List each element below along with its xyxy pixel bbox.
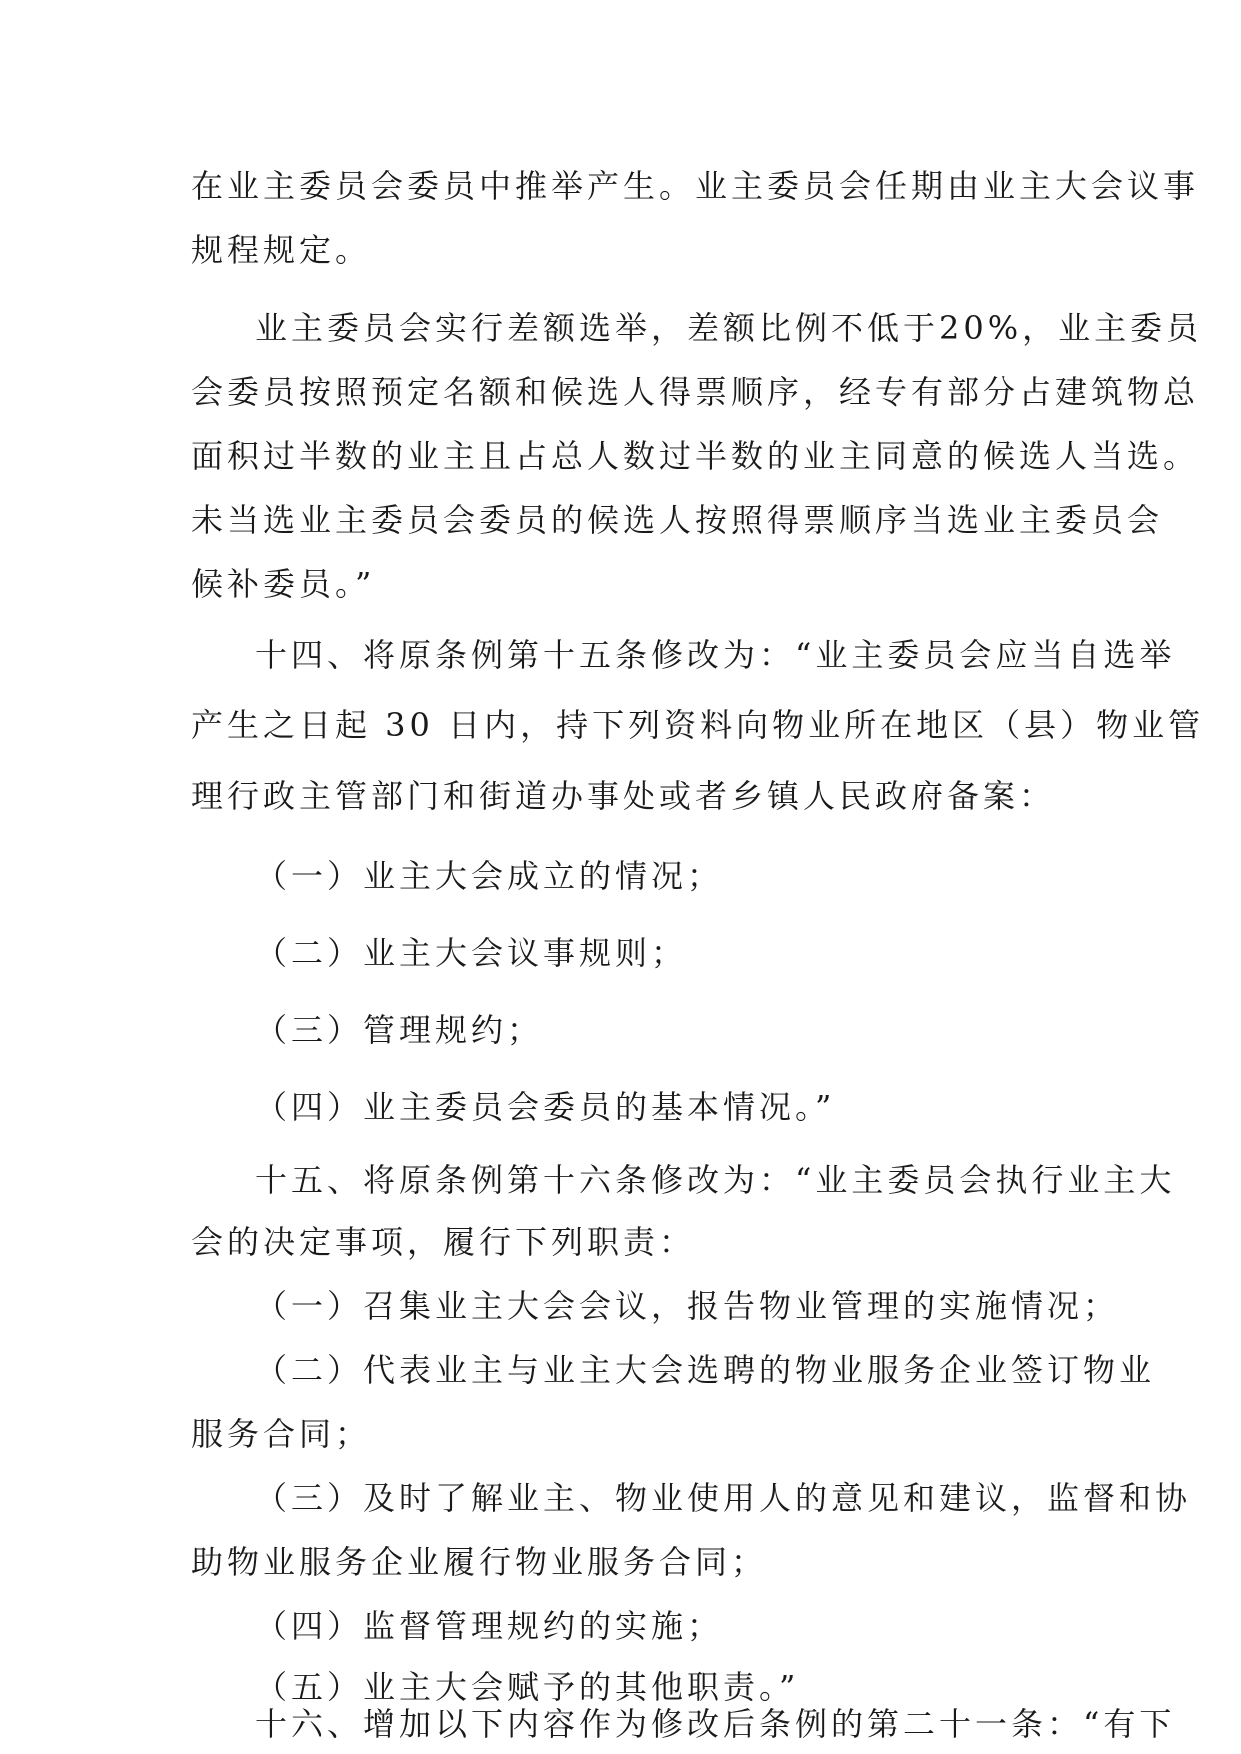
- list-item: （一）业主大会成立的情况；: [255, 857, 724, 895]
- section-15-heading: 十五、将原条例第十六条修改为：“业主委员会执行业主大: [255, 1161, 1176, 1199]
- text-line: 规程规定。: [191, 231, 372, 269]
- list-item: （二）代表业主与业主大会选聘的物业服务企业签订物业: [255, 1351, 1156, 1389]
- paragraph-start: 业主委员会实行差额选举，差额比例不低于20%，业主委员: [255, 309, 1203, 347]
- list-item: （五）业主大会赋予的其他职责。”: [255, 1668, 800, 1706]
- text-line: 服务合同；: [191, 1415, 372, 1453]
- list-item: （三）管理规约；: [255, 1011, 544, 1049]
- section-14-heading: 十四、将原条例第十五条修改为：“业主委员会应当自选举: [255, 636, 1176, 674]
- list-item: （三）及时了解业主、物业使用人的意见和建议，监督和协: [255, 1479, 1192, 1517]
- text-line: 助物业服务企业履行物业服务合同；: [191, 1543, 768, 1581]
- list-item: （二）业主大会议事规则；: [255, 934, 688, 972]
- section-16-heading: 十六、增加以下内容作为修改后条例的第二十一条：“有下: [255, 1705, 1176, 1743]
- text-line: 在业主委员会委员中推举产生。业主委员会任期由业主大会议事: [191, 167, 1200, 205]
- text-line: 会委员按照预定名额和候选人得票顺序，经专有部分占建筑物总: [191, 373, 1200, 411]
- text-line: 理行政主管部门和街道办事处或者乡镇人民政府备案：: [191, 777, 1056, 815]
- text-line: 会的决定事项，履行下列职责：: [191, 1223, 696, 1261]
- text-line: 产生之日起 30 日内，持下列资料向物业所在地区（县）物业管: [191, 706, 1205, 744]
- text-line: 未当选业主委员会委员的候选人按照得票顺序当选业主委员会: [191, 501, 1164, 539]
- list-item: （四）监督管理规约的实施；: [255, 1607, 724, 1645]
- text-line: 候补委员。”: [191, 565, 376, 603]
- text-line: 面积过半数的业主且占总人数过半数的业主同意的候选人当选。: [191, 437, 1200, 475]
- list-item: （一）召集业主大会会议，报告物业管理的实施情况；: [255, 1287, 1120, 1325]
- list-item: （四）业主委员会委员的基本情况。”: [255, 1088, 836, 1126]
